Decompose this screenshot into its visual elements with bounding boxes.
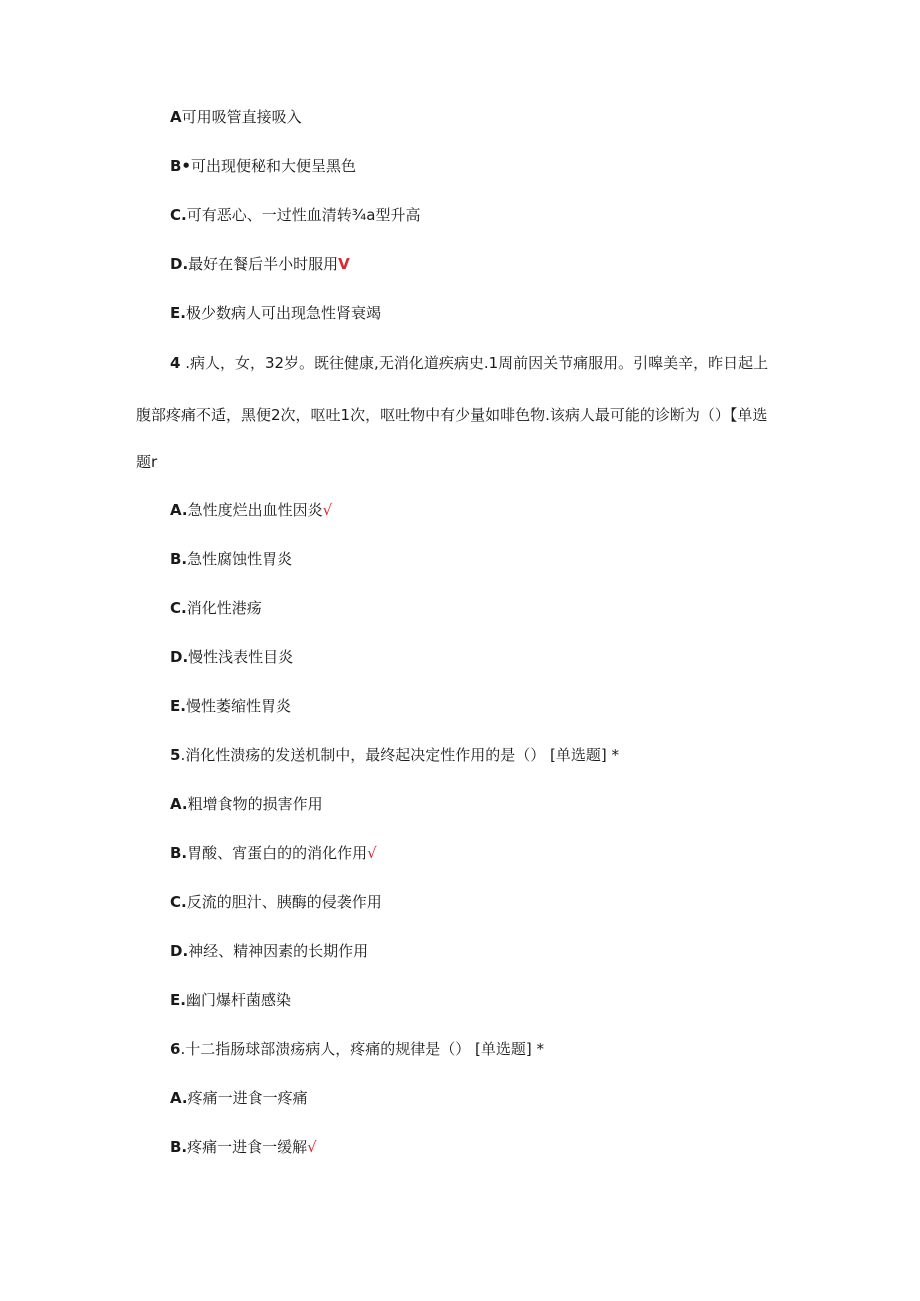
option-text: 急性度烂出血性因炎 — [187, 501, 323, 519]
q4-option-e — [170, 696, 291, 716]
option-prefix: A. — [170, 1089, 188, 1107]
q4-option-d — [170, 647, 293, 667]
option-text: 疼痛一进食一疼痛 — [187, 1089, 308, 1107]
question-text: 腹部疼痛不适，黑便2次，呕吐1次，呕吐物中有少量如啡色物.该病人最可能的诊断为（）【单选 — [136, 406, 768, 424]
option-text: 幽门爆杆菌感染 — [185, 991, 291, 1009]
option-prefix: D. — [170, 942, 189, 960]
option-prefix: B. — [170, 844, 188, 862]
correct-mark: √ — [307, 1138, 317, 1156]
q3-option-c — [170, 205, 420, 225]
q3-option-d — [170, 254, 350, 274]
q4-option-a — [170, 500, 332, 520]
question-number: 5 — [170, 746, 181, 764]
option-prefix: C. — [170, 599, 187, 617]
q6-option-b — [170, 1137, 317, 1157]
option-text: 胃酸、宵蛋白的的消化作用 — [187, 844, 368, 862]
option-text: 反流的胆汁、胰酶的侵袭作用 — [186, 893, 382, 911]
q6-stem — [170, 1039, 544, 1059]
q4-stem-line2 — [136, 405, 767, 425]
q4-stem-line3 — [136, 452, 157, 472]
q3-option-a — [170, 107, 302, 127]
option-text: 慢性萎缩性胃炎 — [185, 697, 291, 715]
option-prefix: A. — [170, 795, 188, 813]
question-text: .十二指肠球部溃疡病人，疼痛的规律是（） [单选题] * — [180, 1040, 544, 1058]
option-prefix: E. — [170, 304, 186, 322]
option-text: 疼痛一进食一缓解 — [187, 1138, 308, 1156]
question-text: .消化性溃疡的发送机制中，最终起决定性作用的是（） [单选题] * — [180, 746, 619, 764]
q5-option-e — [170, 990, 291, 1010]
option-text: 可用吸管直接吸入 — [181, 108, 302, 126]
option-prefix: A — [170, 108, 182, 126]
q5-option-b — [170, 843, 377, 863]
option-text: 神经、精神因素的长期作用 — [188, 942, 369, 960]
option-text: 可出现便秘和大便呈黑色 — [191, 157, 357, 175]
option-text: 极少数病人可出现急性肾衰竭 — [185, 304, 381, 322]
q5-option-a — [170, 794, 323, 814]
option-text: 急性腐蚀性胃炎 — [187, 550, 293, 568]
q4-option-b — [170, 549, 292, 569]
option-text: 可有恶心、一过性血清转¾a型升高 — [186, 206, 421, 224]
option-text: 最好在餐后半小时服用 — [188, 255, 339, 273]
q5-option-d — [170, 941, 368, 961]
option-prefix: C. — [170, 206, 187, 224]
q5-stem — [170, 745, 619, 765]
option-prefix: D. — [170, 255, 189, 273]
option-prefix: B• — [170, 157, 192, 175]
q3-option-b — [170, 156, 356, 176]
question-text: .病人，女，32岁。既往健康,无消化道疾病史.1周前因关节痛服用。引嗥美辛，昨日起上 — [180, 354, 769, 372]
correct-mark: V — [338, 255, 350, 273]
question-number: 6 — [170, 1040, 181, 1058]
option-text: 慢性浅表性目炎 — [188, 648, 294, 666]
option-prefix: D. — [170, 648, 189, 666]
option-text: 粗增食物的损害作用 — [187, 795, 323, 813]
correct-mark: √ — [367, 844, 377, 862]
option-prefix: E. — [170, 697, 186, 715]
q5-option-c — [170, 892, 382, 912]
q4-option-c — [170, 598, 262, 618]
correct-mark: √ — [322, 501, 333, 519]
q3-option-e — [170, 303, 381, 323]
question-text: 题r — [136, 453, 158, 471]
option-prefix: E. — [170, 991, 186, 1009]
q6-option-a — [170, 1088, 308, 1108]
option-text: 消化性港疡 — [186, 599, 262, 617]
option-prefix: A. — [170, 501, 188, 519]
option-prefix: B. — [170, 1138, 188, 1156]
option-prefix: B. — [170, 550, 188, 568]
question-number: 4 — [170, 354, 181, 372]
q4-stem-line1 — [170, 353, 768, 373]
option-prefix: C. — [170, 893, 187, 911]
